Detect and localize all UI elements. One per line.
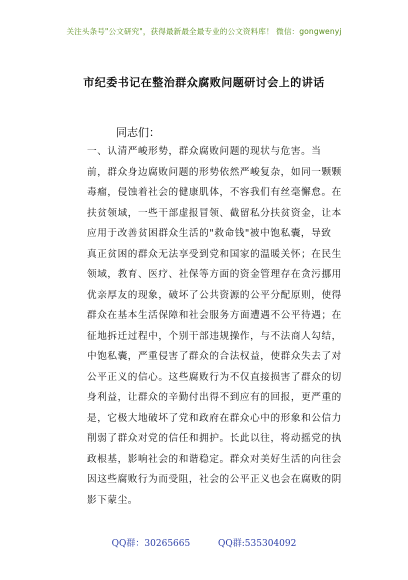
document-title: 市纪委书记在整治群众腐败问题研讨会上的讲话 [83, 76, 325, 89]
body-line: 政根基，影响社会的和谐稳定。群众对美好生活的向往会 [87, 453, 342, 465]
footer-contact [0, 536, 408, 549]
body-line: 因这些腐败行为而受阻，社会的公平正义也会在腐败的阴 [87, 474, 342, 485]
body-line: 群众在基本生活保障和社会服务方面遭遇不公平待遇；在 [87, 310, 342, 321]
body-line: 削弱了群众对党的信任和拥护。长此以往，将动摇党的执 [87, 433, 342, 444]
salutation: 同志们： [116, 126, 160, 139]
body-line: 征地拆迁过程中，个别干部违规操作，与不法商人勾结， [87, 330, 342, 342]
body-line: 扶贫领域，一些干部虚报冒领、截留私分扶贫资金，让本 [87, 207, 342, 219]
body-paragraph [87, 142, 345, 511]
footer-qq-group-1[interactable]: QQ群：30265665 [111, 539, 191, 549]
body-line: 应用于改善贫困群众生活的"救命钱"被中饱私囊，导致 [87, 228, 332, 239]
footer-qq-group-2[interactable]: QQ群:535304092 [218, 539, 297, 549]
body-line: 优亲厚友的现象，破坏了公共资源的公平分配原则，使得 [87, 289, 342, 301]
body-line: 一、认清严峻形势，群众腐败问题的现状与危害。当 [87, 146, 322, 157]
body-line: 前，群众身边腐败问题的形势依然严峻复杂，如同一颗颗 [87, 166, 342, 178]
body-line: 领域，教育、医疗、社保等方面的资金管理存在贪污挪用 [87, 269, 342, 280]
body-line: 是，它极大地破坏了党和政府在群众心中的形象和公信力 [87, 412, 342, 424]
body-line: 毒瘤，侵蚀着社会的健康肌体，不容我们有丝毫懈怠。在 [87, 187, 342, 198]
body-line: 真正贫困的群众无法享受到党和国家的温暖关怀；在民生 [87, 248, 342, 260]
body-line: 身利益，让群众的辛勤付出得不到应有的回报，更严重的 [87, 392, 342, 403]
body-line: 影下蒙尘。 [87, 494, 138, 506]
top-banner[interactable]: 关注头条号"公文研究"，获得最新最全最专业的公文资料库！ 微信：gongwenyj [66, 27, 342, 36]
body-line: 公平正义的信心。这些腐败行为不仅直接损害了群众的切 [87, 371, 342, 383]
body-line: 中饱私囊，严重侵害了群众的合法权益，使群众失去了对 [87, 351, 342, 362]
